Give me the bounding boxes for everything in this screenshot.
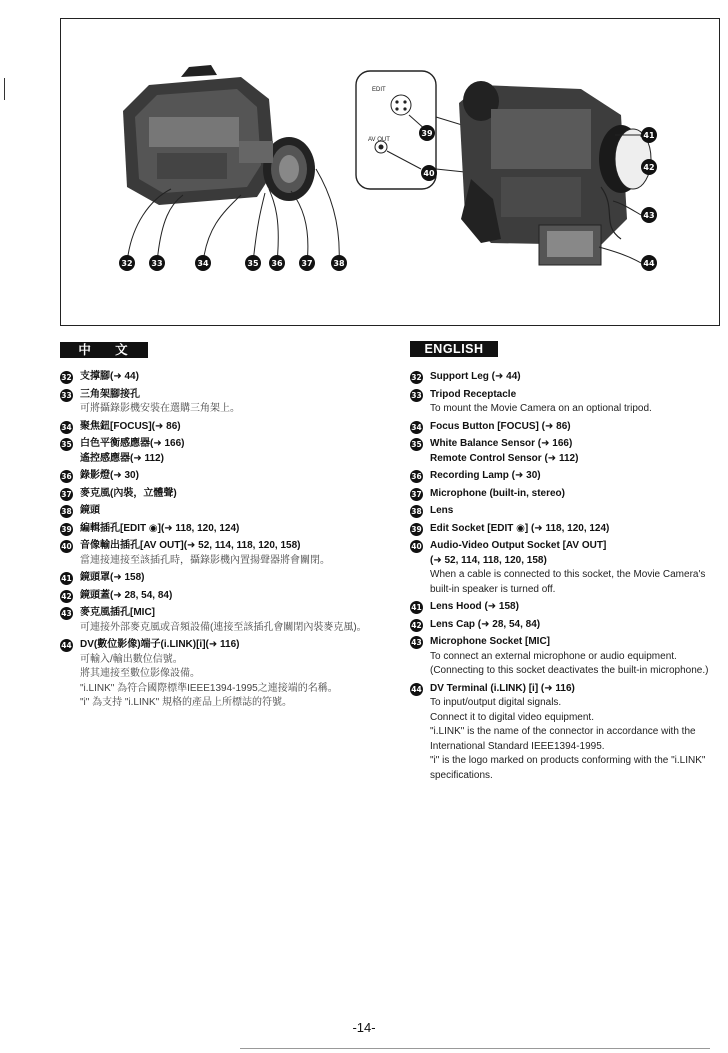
- chinese-header: 中 文: [60, 342, 148, 358]
- part-name: 鏡頭罩(➜ 158): [80, 572, 145, 583]
- part-number-badge: 35: [411, 440, 422, 449]
- callout-badge: [269, 255, 285, 271]
- part-number-badge: 44: [61, 641, 72, 650]
- part-name: Lens: [430, 505, 454, 516]
- part-number-badge: 32: [61, 373, 72, 382]
- callout-badge: [149, 255, 165, 271]
- part-number-badge: 38: [61, 507, 72, 516]
- part-item: [410, 487, 710, 502]
- part-description: Connect it to digital video equipment.: [430, 711, 594, 723]
- part-item: [60, 388, 390, 417]
- callout-badge: [245, 255, 261, 271]
- part-description: "i" 為支持 "i.LINK" 規格的產品上所標誌的符號。: [80, 697, 292, 708]
- part-name: Tripod Receptacle: [430, 388, 517, 400]
- part-number-badge: 37: [61, 489, 72, 499]
- callout-badge: [299, 255, 315, 271]
- part-number-badge: 42: [411, 620, 422, 630]
- part-description: 可將攝錄影機安裝在選購三角架上。: [80, 403, 240, 414]
- part-item: [60, 487, 390, 502]
- callout-badge: [421, 165, 437, 181]
- callout-number: 43: [643, 211, 655, 220]
- part-name: 白色平衡感應器(➜ 166): [80, 438, 185, 449]
- part-description: 將其連接至數位影像設備。: [80, 668, 200, 679]
- part-item: [410, 522, 710, 537]
- part-item: [410, 370, 710, 385]
- part-item: [410, 420, 710, 435]
- callout-badge: [641, 255, 657, 271]
- part-name: 遙控感應器(➜ 112): [80, 452, 164, 464]
- callout-badge: [641, 207, 657, 223]
- part-item: [410, 539, 710, 597]
- part-number-badge: 33: [61, 390, 72, 400]
- margin-mark: [4, 78, 5, 100]
- part-number-badge: 37: [411, 489, 422, 499]
- part-number-badge: 36: [61, 472, 72, 481]
- part-name: 麥克風(內裝，立體聲): [80, 487, 177, 499]
- chinese-column: [60, 370, 390, 714]
- part-item: [410, 437, 710, 466]
- callout-badge: [419, 125, 435, 141]
- part-name: 編輯插孔[EDIT ◉](➜ 118, 120, 124): [80, 522, 240, 534]
- part-name: Focus Button [FOCUS] (➜ 86): [430, 420, 571, 432]
- part-name: 聚焦鈕[FOCUS](➜ 86): [80, 420, 181, 432]
- part-item: [410, 682, 710, 784]
- part-item: [60, 437, 390, 466]
- part-item: [60, 571, 390, 586]
- part-description: 當連接連接至該插孔時，攝錄影機內置揚聲器將會關閉。: [80, 554, 330, 566]
- part-name: 麥克風插孔[MIC]: [80, 607, 155, 618]
- part-name: 鏡頭蓋(➜ 28, 54, 84): [80, 589, 173, 601]
- part-name: Lens Hood (➜ 158): [430, 601, 519, 612]
- camera-left-view: [123, 65, 315, 205]
- part-description: 可連接外部麥克風或音頻設備(連接至該插孔會關閉內裝麥克風)。: [80, 621, 367, 633]
- english-header: ENGLISH: [410, 341, 498, 357]
- part-number-badge: 42: [61, 591, 72, 601]
- part-name: Recording Lamp (➜ 30): [430, 470, 541, 481]
- part-name: 鏡頭: [80, 505, 100, 516]
- part-name: 三角架腳接孔: [80, 388, 140, 400]
- part-item: [60, 638, 390, 711]
- callout-badge: [119, 255, 135, 271]
- part-item: [410, 469, 710, 484]
- part-item: [60, 539, 390, 568]
- part-name: DV Terminal (i.LINK) [i] (➜ 116): [430, 682, 575, 694]
- callout-number: 37: [301, 259, 313, 268]
- callout-number: 38: [333, 259, 345, 268]
- part-description: To connect an external microphone or audio equipment. (Connecting to this socket deactivates the built-in microphone.): [430, 650, 709, 676]
- part-name: White Balance Sensor (➜ 166): [430, 438, 573, 449]
- part-description: "i.LINK" is the name of the connector in accordance with the International Standard IEEE1394-1995.: [430, 726, 696, 752]
- av-out-label: AV OUT: [368, 137, 390, 143]
- callout-number: 36: [271, 259, 283, 268]
- callout-number: 42: [643, 163, 655, 172]
- part-description: When a cable is connected to this socket, the Movie Camera's built-in speaker is turned off.: [430, 569, 706, 595]
- part-name: Audio-Video Output Socket [AV OUT]: [430, 540, 607, 551]
- callout-number: 32: [121, 259, 133, 268]
- part-number-badge: 41: [411, 603, 422, 612]
- callout-number: 41: [643, 131, 655, 140]
- part-number-badge: 39: [61, 524, 72, 534]
- callout-badge: [641, 127, 657, 143]
- part-name: 支撑腳(➜ 44): [80, 371, 139, 382]
- part-item: [60, 469, 390, 484]
- part-item: [410, 600, 710, 615]
- part-item: [60, 606, 390, 635]
- callout-number: 35: [247, 259, 259, 268]
- camera-figure: [60, 18, 720, 326]
- part-item: [60, 589, 390, 604]
- camera-illustration: [61, 19, 721, 327]
- part-name: DV(數位影像)端子(i.LINK)[i](➜ 116): [80, 639, 240, 650]
- callout-number: 40: [423, 169, 435, 178]
- callout-number: 44: [643, 259, 655, 268]
- page-number: -14-: [352, 1020, 376, 1035]
- part-description: 可輸入/輸出數位信號。: [80, 653, 183, 665]
- part-item: [60, 420, 390, 435]
- part-name: Microphone (built-in, stereo): [430, 487, 565, 499]
- part-description: To input/output digital signals.: [430, 697, 562, 708]
- english-column: [410, 370, 710, 786]
- part-number-badge: 43: [411, 638, 422, 647]
- part-number-badge: 32: [411, 373, 422, 382]
- part-name: Microphone Socket [MIC]: [430, 636, 551, 647]
- part-item: [60, 504, 390, 519]
- part-number-badge: 34: [61, 422, 72, 432]
- part-description: To mount the Movie Camera on an optional tripod.: [430, 403, 652, 414]
- part-item: [410, 504, 710, 519]
- part-description: "i" is the logo marked on products conforming with the "i.LINK" specifications.: [430, 755, 706, 781]
- callout-number: 39: [421, 129, 433, 138]
- callout-badge: [331, 255, 347, 271]
- part-name: 錄影燈(➜ 30): [80, 470, 139, 481]
- callout-number: 34: [197, 259, 209, 268]
- footer-rule: [240, 1048, 710, 1049]
- camera-right-view: [459, 81, 651, 265]
- part-name: (➜ 52, 114, 118, 120, 158): [430, 554, 547, 566]
- part-number-badge: 43: [61, 609, 72, 618]
- part-number-badge: 40: [411, 542, 422, 551]
- part-number-badge: 38: [411, 507, 422, 516]
- part-item: [60, 370, 390, 385]
- part-name: Edit Socket [EDIT ◉] (➜ 118, 120, 124): [430, 522, 610, 534]
- part-item: [410, 635, 710, 679]
- part-number-badge: 36: [411, 472, 422, 481]
- part-name: Support Leg (➜ 44): [430, 371, 521, 382]
- part-description: "i.LINK" 為符合國際標準IEEE1394-1995之連接端的名稱。: [80, 682, 338, 694]
- edit-label: EDIT: [372, 87, 386, 93]
- part-number-badge: 34: [411, 422, 422, 432]
- part-item: [410, 618, 710, 633]
- part-name: Remote Control Sensor (➜ 112): [430, 452, 579, 464]
- callout-number: 33: [151, 259, 163, 268]
- part-name: 音像輸出插孔[AV OUT](➜ 52, 114, 118, 120, 158): [80, 540, 301, 551]
- part-number-badge: 41: [61, 574, 72, 583]
- part-number-badge: 44: [411, 684, 422, 694]
- part-name: Lens Cap (➜ 28, 54, 84): [430, 618, 541, 630]
- callout-badge: [195, 255, 211, 271]
- part-item: [410, 388, 710, 417]
- callout-badge: [641, 159, 657, 175]
- part-item: [60, 522, 390, 537]
- part-number-badge: 33: [411, 390, 422, 400]
- part-number-badge: 40: [61, 542, 72, 551]
- part-number-badge: 39: [411, 524, 422, 534]
- part-number-badge: 35: [61, 440, 72, 449]
